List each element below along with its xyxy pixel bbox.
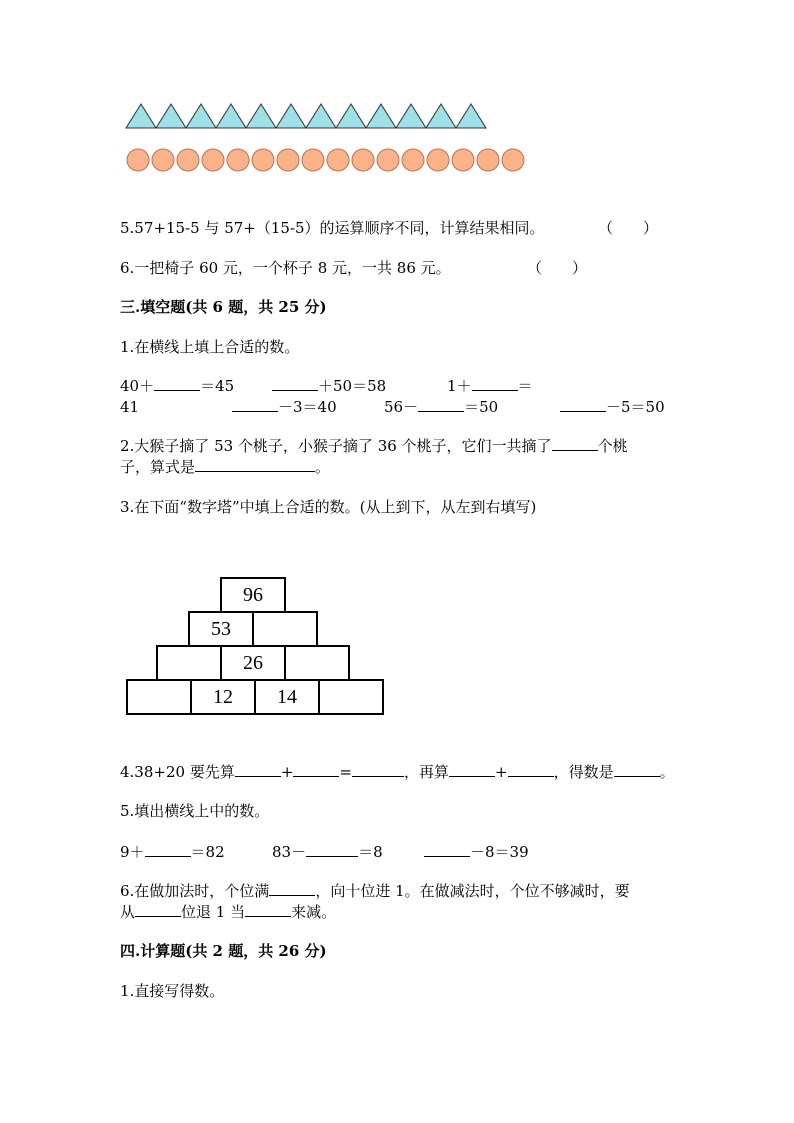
triangle-shape	[186, 104, 216, 128]
s3-q2-line2: 子，算式是 。	[120, 458, 331, 476]
answer-blank[interactable]	[552, 436, 598, 451]
triangle-row	[125, 102, 487, 130]
circle-shape	[502, 149, 524, 171]
answer-blank[interactable]	[232, 397, 278, 412]
circle-shape	[277, 149, 299, 171]
pyramid-cell: 12	[190, 679, 256, 715]
s3-q1: 1.在横线上填上合适的数。	[120, 338, 300, 356]
triangle-shape	[336, 104, 366, 128]
pyramid-cell: 14	[254, 679, 320, 715]
answer-blank[interactable]	[195, 457, 315, 472]
answer-blank[interactable]	[418, 397, 464, 412]
circle-shape	[327, 149, 349, 171]
s3-q1-line2-a: 41	[120, 398, 140, 416]
s3-q1-line2-d: －5＝50	[560, 397, 665, 417]
circle-shape	[252, 149, 274, 171]
judge-q5-paren[interactable]: （ ）	[598, 219, 659, 237]
circle-shape	[402, 149, 424, 171]
s3-q6-line2: 从 位退 1 当 来减。	[120, 903, 337, 921]
answer-blank[interactable]	[449, 762, 495, 777]
triangle-shape	[276, 104, 306, 128]
s3-q1-line1-a: 40＋ ＝45	[120, 377, 235, 395]
triangle-shape	[396, 104, 426, 128]
section4-title: 四.计算题(共 2 题，共 26 分)	[120, 942, 327, 960]
circle-shape	[302, 149, 324, 171]
circle-shape	[177, 149, 199, 171]
circle-shape	[152, 149, 174, 171]
answer-blank[interactable]	[614, 762, 660, 777]
s3-q5-line-b: 83－ ＝8	[272, 843, 383, 861]
pyramid-cell: 26	[220, 645, 286, 681]
circle-shape	[427, 149, 449, 171]
s3-q5-line-a: 9＋ ＝82	[120, 843, 225, 861]
circle-shape	[452, 149, 474, 171]
s3-q1-line2-c: 56－ ＝50	[384, 398, 499, 416]
triangle-shape	[216, 104, 246, 128]
s3-q4: 4.38+20 要先算 + = ，再算 + ，得数是 。	[120, 763, 675, 781]
answer-blank[interactable]	[508, 762, 554, 777]
circle-shape	[377, 149, 399, 171]
answer-blank[interactable]	[306, 842, 358, 857]
triangle-shape	[126, 104, 156, 128]
s3-q1-line1-c: 1＋ ＝	[447, 377, 533, 395]
circle-shape	[227, 149, 249, 171]
judge-q5: 5.57+15-5 与 57+（15-5）的运算顺序不同，计算结果相同。	[120, 219, 545, 237]
answer-blank[interactable]	[560, 397, 606, 412]
s3-q5-line-c: －8＝39	[424, 842, 529, 862]
triangle-shape	[366, 104, 396, 128]
answer-blank[interactable]	[245, 902, 291, 917]
judge-q6-paren[interactable]: （ ）	[527, 259, 588, 277]
pyramid-cell-empty[interactable]	[156, 645, 222, 681]
circle-row	[125, 147, 529, 173]
answer-blank[interactable]	[272, 376, 318, 391]
pyramid-cell: 96	[220, 577, 286, 613]
pyramid-cell-empty[interactable]	[252, 611, 318, 647]
circle-shape	[202, 149, 224, 171]
answer-blank[interactable]	[235, 762, 281, 777]
s4-q1: 1.直接写得数。	[120, 982, 225, 1000]
answer-blank[interactable]	[424, 842, 470, 857]
s3-q3: 3.在下面“数字塔”中填上合适的数。(从上到下，从左到右填写)	[120, 498, 537, 516]
answer-blank[interactable]	[269, 881, 315, 896]
triangle-shape	[246, 104, 276, 128]
pyramid-cell-empty[interactable]	[318, 679, 384, 715]
triangle-shape	[306, 104, 336, 128]
s3-q1-line1-b: ＋50＝58	[272, 376, 386, 396]
answer-blank[interactable]	[145, 842, 191, 857]
pyramid-cell: 53	[188, 611, 254, 647]
answer-blank[interactable]	[135, 902, 181, 917]
answer-blank[interactable]	[293, 762, 339, 777]
s3-q6-line1: 6.在做加法时，个位满 ，向十位进 1。在做减法时，个位不够减时，要	[120, 882, 630, 900]
pyramid-cell-empty[interactable]	[126, 679, 192, 715]
judge-q6: 6.一把椅子 60 元，一个杯子 8 元，一共 86 元。	[120, 259, 451, 277]
pyramid-cell-empty[interactable]	[284, 645, 350, 681]
circle-shape	[477, 149, 499, 171]
triangle-shape	[456, 104, 486, 128]
answer-blank[interactable]	[154, 376, 200, 391]
answer-blank[interactable]	[352, 762, 404, 777]
s3-q1-line2-b: －3＝40	[232, 397, 337, 417]
answer-blank[interactable]	[472, 376, 518, 391]
s3-q5: 5.填出横线上中的数。	[120, 802, 270, 820]
triangle-shape	[156, 104, 186, 128]
triangle-shape	[426, 104, 456, 128]
circle-shape	[127, 149, 149, 171]
section3-title: 三.填空题(共 6 题，共 25 分)	[120, 298, 327, 316]
s3-q2-line1: 2.大猴子摘了 53 个桃子，小猴子摘了 36 个桃子，它们一共摘了 个桃	[120, 437, 628, 455]
circle-shape	[352, 149, 374, 171]
